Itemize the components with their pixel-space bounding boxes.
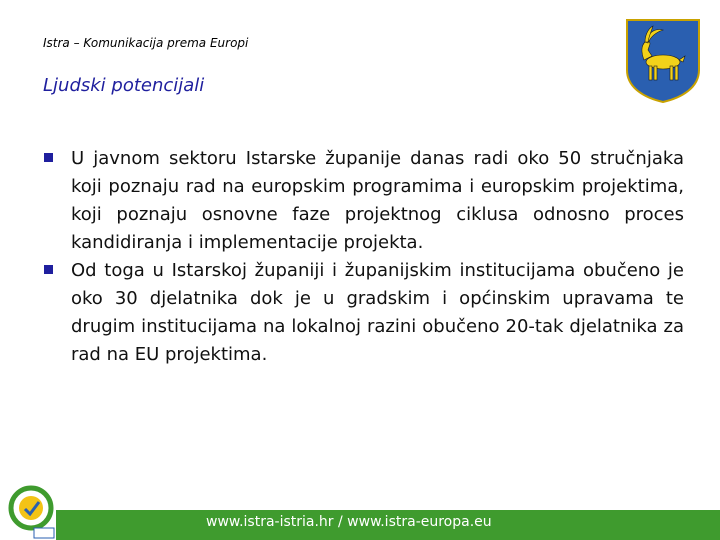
slide-title: Ljudski potencijali xyxy=(43,75,205,96)
bullet-text: Od toga u Istarskoj županiji i županijskim institucijama obučeno je oko 30 djelatnika dok je u gradskim i općinskim upravama te drugim institucijama na lokalnoj razini obučeno 20-tak djelatnika za rad na EU projektima. xyxy=(71,260,684,365)
bullet-item xyxy=(44,257,684,369)
footer-bar xyxy=(0,478,720,540)
bullet-square-icon xyxy=(44,153,53,162)
footer-website-links[interactable]: www.istra-istria.hr / www.istra-europa.eu xyxy=(206,514,492,530)
bullet-text: U javnom sektoru Istarske županije danas radi oko 50 stručnjaka koji poznaju rad na europskim programima i europskim projektima, koji poznaju osnovne faze projektnog ciklusa odnosno proces kandidiranja i implementacije projekta. xyxy=(71,148,684,253)
bullet-item xyxy=(44,145,684,257)
quality-certificate-icon xyxy=(6,484,56,540)
istria-crest-icon xyxy=(623,16,703,104)
presentation-subtitle: Istra – Komunikacija prema Europi xyxy=(43,36,249,50)
bullet-square-icon xyxy=(44,265,53,274)
bullet-list xyxy=(44,145,684,369)
footer-spacer xyxy=(0,478,720,510)
